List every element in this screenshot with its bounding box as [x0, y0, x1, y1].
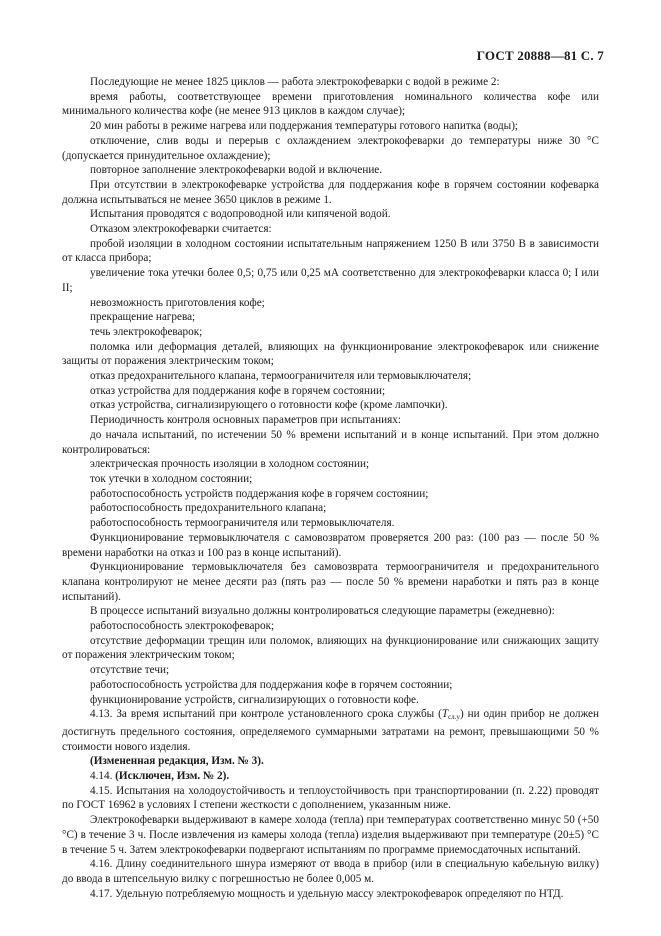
- paragraph: увеличение тока утечки более 0,5; 0,75 или 0,25 мА соответственно для электрокофеварки класса 0; I или II;: [62, 267, 599, 294]
- paragraph: 4.17. Удельную потребляемую мощность и удельную массу электрокофеварок определяют по НТД.: [90, 887, 564, 900]
- paragraph-group-2: [62, 784, 599, 902]
- service-life-subscript: сл.у: [448, 713, 460, 722]
- paragraph: отказ устройства, сигнализирующего о готовности кофе (кроме лампочки).: [90, 399, 448, 412]
- paragraph: 4.16. Длину соединительного шнура измеряют от ввода в прибор (или в специальную кабельную вилку) до ввода в штепсельную вилку с погрешностью не более 0,005 м.: [62, 858, 599, 885]
- paragraph: отсутствие деформации трещин или поломок, влияющих на функционирование или снижающих защиту от поражения электрическим током;: [62, 634, 599, 662]
- paragraph: прекращение нагрева;: [90, 311, 196, 324]
- document-body: [62, 75, 599, 901]
- paragraph: работоспособность устройств поддержания кофе в горячем состоянии;: [90, 487, 429, 500]
- paragraph: В процессе испытаний визуально должны контролироваться следующие параметры (ежедневно):: [90, 605, 555, 618]
- paragraph: ток утечки в холодном состоянии;: [90, 472, 253, 485]
- paragraph: работоспособность предохранительного клапана;: [90, 502, 327, 515]
- page-header: ГОСТ 20888—81 С. 7: [476, 48, 604, 63]
- paragraph: 4.15. Испытания на холодоустойчивость и теплоустойчивость при транспортировании (п. 2.22) проводят по ГОСТ 16962 в условиях I степени жесткости с дополнением, указанным ниже.: [62, 784, 599, 812]
- paragraph: поломка или деформация деталей, влияющих на функционирование электрокофеварок или снижение защиты от поражения электрическим током;: [62, 340, 599, 368]
- paragraph: пробой изоляции в холодном состоянии испытательным напряжением 1250 В или 3750 В в зависимости от класса прибора;: [62, 237, 599, 265]
- paragraph-4-13: [62, 707, 599, 754]
- paragraph-4-14-number: 4.14.: [90, 770, 113, 783]
- paragraph: отказ предохранительного клапана, термоограничителя или термовыключателя;: [90, 370, 472, 383]
- paragraph: отключение, слив воды и перерыв с охлаждением электрокофеварки до температуры ниже 30 °С (допускается принудительное охлаждение);: [62, 134, 599, 162]
- paragraph: течь электрокофеварок;: [90, 325, 203, 338]
- paragraph-group-1: [62, 75, 599, 707]
- paragraph: Отказом электрокофеварки считается:: [90, 223, 272, 236]
- paragraph: повторное заполнение электрокофеварки водой и включение.: [90, 164, 383, 177]
- paragraph-4-14-text: (Исключен, Изм. № 2).: [115, 770, 230, 783]
- paragraph: работоспособность термоограничителя или термовыключателя.: [90, 517, 395, 530]
- paragraph: Последующие не менее 1825 циклов — работа электрокофеварки с водой в режиме 2:: [90, 76, 500, 88]
- paragraph: 20 мин работы в режиме нагрева или поддержания температуры готового напитка (воды);: [90, 120, 519, 133]
- paragraph: Испытания проводятся с водопроводной или кипяченой водой.: [90, 208, 391, 221]
- paragraph: Функционирование термовыключателя без самовозврата термоограничителя и предохранительного клапана контролируют не менее десяти раз (пять раз — после 50 % времени наработки и пять раз в конце испытаний).: [62, 561, 599, 603]
- paragraph: отказ устройства для поддержания кофе в горячем состоянии;: [90, 384, 386, 397]
- paragraph: Функционирование термовыключателя с самовозвратом проверяется 200 раз: (100 раз — после 50 % времени наработки на отказ и 100 раз в конце испытаний).: [62, 531, 599, 559]
- paragraph: отсутствие течи;: [90, 664, 170, 677]
- paragraph: работоспособность устройства для поддержания кофе в горячем состоянии;: [90, 678, 453, 691]
- paragraph: невозможность приготовления кофе;: [90, 296, 265, 309]
- paragraph-4-13-text-after: ) ни один прибор не должен достигнуть предельного состояния, определяемого суммарными затратами на ремонт, превышающими 50 % стоимости нового изделия.: [62, 708, 600, 753]
- paragraph: При отсутствии в электрокофеварке устройства для поддержания кофе в горячем состоянии кофеварка должна испытываться не менее 3650 циклов в режиме 1.: [62, 178, 599, 206]
- paragraph: работоспособность электрокофеварок;: [90, 620, 275, 633]
- paragraph: Электрокофеварки выдерживают в камере холода (тепла) при температурах соответственно минус 50 (+50 °С) в течение 3 ч. После извлечения из камеры холода (тепла) изделия выдерживают при температуре (20±5) °С в течение 5 ч. Затем электрокофеварки подвергают испытаниям по программе приемосдаточных испытаний.: [62, 814, 599, 856]
- edit-note: (Измененная редакция, Изм. № 3).: [90, 755, 264, 768]
- paragraph-4-13-text-before: 4.13. За время испытаний при контроле установленного срока службы (: [90, 708, 442, 721]
- paragraph-4-14: [62, 769, 599, 784]
- paragraph: электрическая прочность изоляции в холодном состоянии;: [90, 458, 370, 471]
- paragraph: Периодичность контроля основных параметров при испытаниях:: [90, 414, 401, 427]
- paragraph: до начала испытаний, по истечении 50 % времени испытаний и в конце испытаний. При этом должно контролироваться:: [62, 428, 599, 456]
- paragraph: время работы, соответствующее времени приготовления номинального количества кофе или минимального количества кофе (не менее 913 циклов в каждом случае);: [62, 90, 599, 118]
- service-life-symbol: T: [441, 708, 449, 721]
- paragraph: функционирование устройств, сигнализирующих о готовности кофе.: [90, 693, 419, 706]
